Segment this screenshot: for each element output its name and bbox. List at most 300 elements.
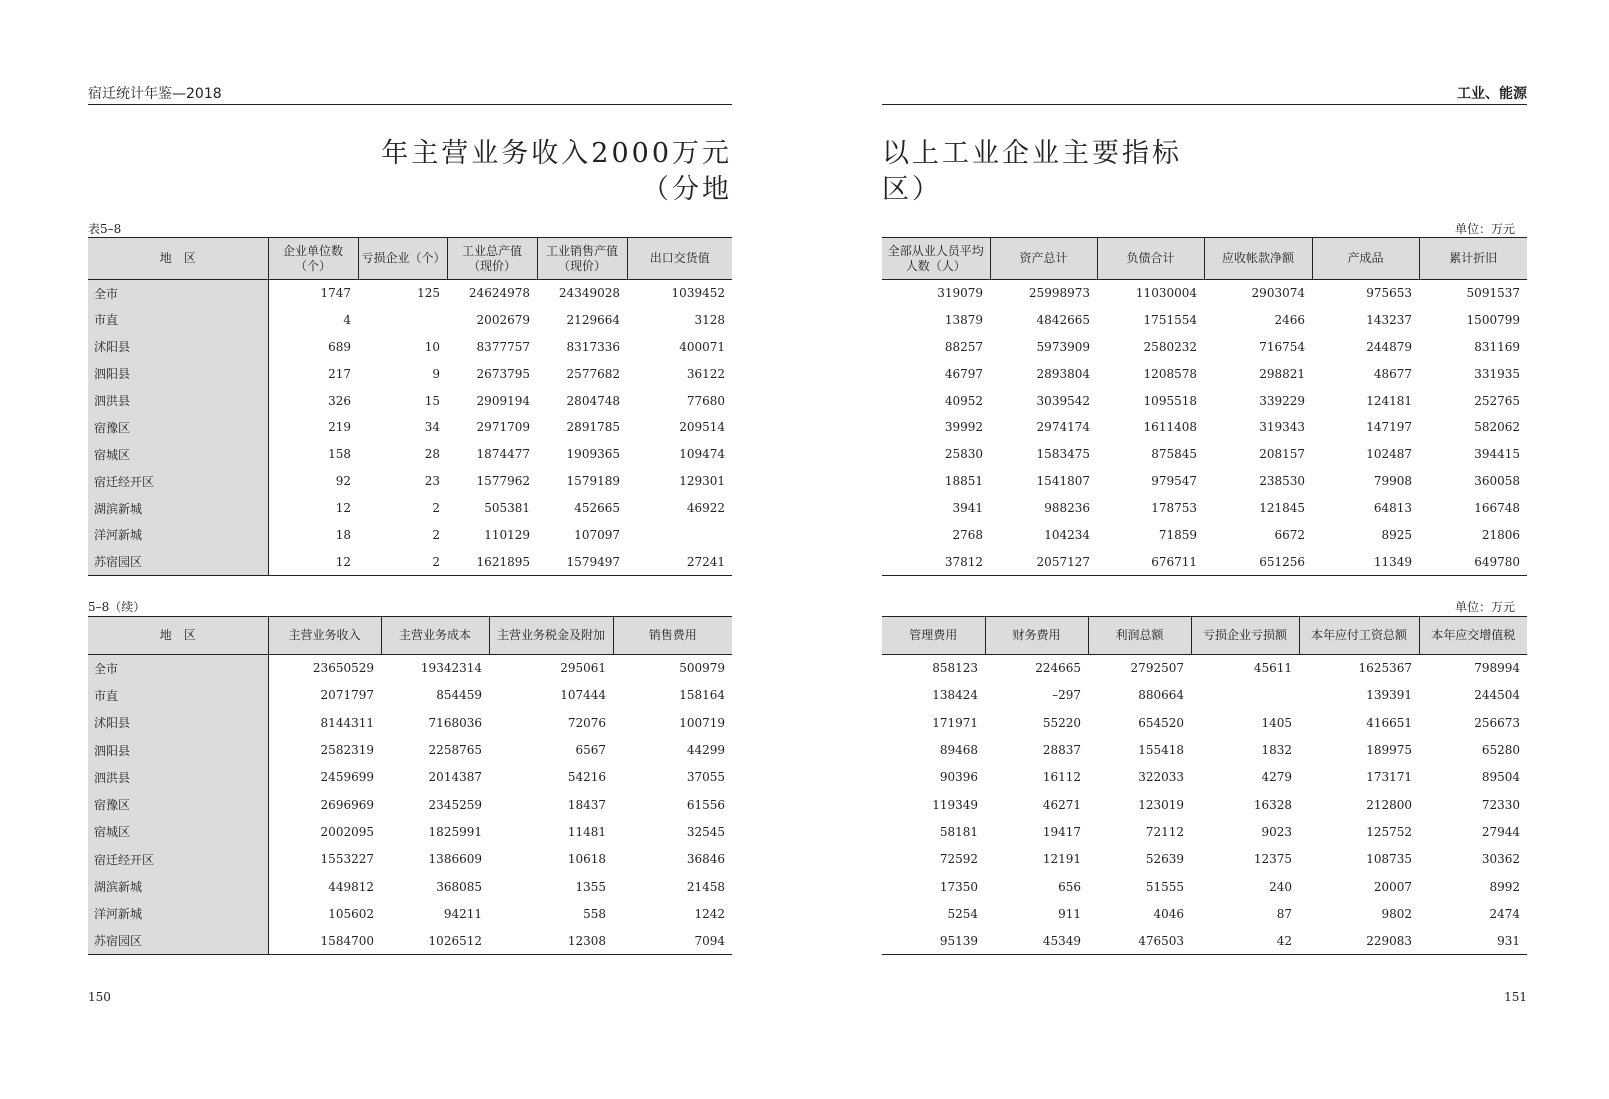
table-header-row [88,617,732,655]
value-cell: 212800 [1366,797,1412,812]
value-cell: 1405 [1261,715,1292,730]
value-cell: 4 [343,312,351,327]
value-cell: 2893804 [1036,366,1090,381]
value-cell: 6672 [1274,527,1305,542]
value-cell: 158 [328,447,351,462]
page-title-right [882,136,1527,208]
value-cell: 331935 [1474,366,1520,381]
value-cell: 1825991 [428,824,482,839]
value-cell: 189975 [1366,743,1412,758]
region-cell: 泗洪县 [88,764,268,791]
value-cell: 178753 [1151,501,1197,516]
value-cell: 229083 [1366,933,1412,948]
value-cell: 18851 [944,474,983,489]
value-cell: 368085 [436,879,482,894]
table-row [88,682,732,709]
column-header: 主营业务收入 [268,617,381,655]
value-cell: 9802 [1381,906,1412,921]
value-cell: 2909194 [476,393,530,408]
value-cell: 100719 [679,715,725,730]
value-cell: 2129664 [566,312,620,327]
value-cell: 244504 [1474,688,1520,703]
table-row [882,441,1527,468]
value-cell: 339229 [1259,393,1305,408]
value-cell: 1553227 [320,852,374,867]
value-cell: 4842665 [1036,312,1090,327]
value-cell: 28837 [1042,743,1081,758]
value-cell: 77680 [686,393,725,408]
value-cell: 11481 [567,824,606,839]
value-cell: 326 [328,393,351,408]
value-cell: 2673795 [476,366,530,381]
value-cell: 2345259 [428,797,482,812]
region-cell: 泗阳县 [88,736,268,763]
value-cell: 25830 [944,447,983,462]
value-cell: 500979 [679,661,725,676]
value-cell: 2 [432,554,440,569]
value-cell: 2974174 [1036,420,1090,435]
value-cell: 1611408 [1143,420,1197,435]
value-cell: 20007 [1373,879,1412,894]
value-cell: 931 [1497,933,1520,948]
value-cell: 252765 [1474,393,1520,408]
table-row [88,900,732,927]
value-cell: 1583475 [1036,447,1090,462]
value-cell: 11030004 [1135,286,1197,301]
value-cell: 1242 [694,906,725,921]
table-row [882,927,1527,954]
table-row [88,414,732,441]
region-cell: 泗洪县 [88,387,268,414]
value-cell: 48677 [1373,366,1412,381]
value-cell: 2459699 [320,770,374,785]
value-cell: 2002679 [476,312,530,327]
region-cell: 全市 [88,655,268,682]
value-cell: 2 [432,501,440,516]
table-row [882,548,1527,575]
table-row [882,682,1527,709]
value-cell: 121845 [1259,501,1305,516]
value-cell: 10618 [567,852,606,867]
value-cell: 3941 [952,501,983,516]
value-cell: 5254 [947,906,978,921]
value-cell: 558 [583,906,606,921]
value-cell: 1625367 [1358,661,1412,676]
value-cell: 654520 [1138,715,1184,730]
table-5-8-continued-left [88,616,732,955]
value-cell: 1832 [1261,743,1292,758]
value-cell: 139391 [1366,688,1412,703]
column-header: 销售费用 [613,617,732,655]
value-cell: 58181 [939,824,978,839]
value-cell: 90396 [939,770,978,785]
table-row [882,495,1527,522]
value-cell: 2768 [952,527,983,542]
value-cell: 45349 [1042,933,1081,948]
value-cell: 831169 [1474,339,1520,354]
table-header-row [88,238,732,280]
value-cell: 18 [335,527,351,542]
value-cell: 4046 [1153,906,1184,921]
value-cell: 15 [424,393,440,408]
value-cell: 171971 [932,715,978,730]
column-header: 企业单位数（个） [268,238,358,280]
value-cell: 158164 [679,688,725,703]
value-cell: 360058 [1474,474,1520,489]
region-cell: 泗阳县 [88,360,268,387]
value-cell: 8992 [1489,879,1520,894]
table-5-8-left [88,237,732,576]
table-row [88,306,732,333]
value-cell: 8925 [1381,527,1412,542]
value-cell: 854459 [436,688,482,703]
value-cell: 676711 [1151,554,1197,569]
page-number-left: 150 [88,990,111,1004]
value-cell: 21806 [1481,527,1520,542]
value-cell: 10 [424,339,440,354]
unit-label: 单位：万元 [1454,222,1515,236]
table-row [882,764,1527,791]
value-cell: 911 [1058,906,1081,921]
table-row [88,709,732,736]
column-header: 主营业务税金及附加 [489,617,613,655]
value-cell: 3039542 [1036,393,1090,408]
value-cell: 25998973 [1028,286,1090,301]
value-cell: 65280 [1481,743,1520,758]
value-cell: 46271 [1042,797,1081,812]
value-cell: 129301 [679,474,725,489]
value-cell: 16112 [1042,770,1081,785]
value-cell: 36122 [686,366,725,381]
region-cell: 沭阳县 [88,333,268,360]
value-cell: 123019 [1138,797,1184,812]
value-cell: 476503 [1138,933,1184,948]
value-cell: 1095518 [1143,393,1197,408]
table-row [88,846,732,873]
value-cell: 42 [1276,933,1292,948]
value-cell: 110129 [484,527,530,542]
value-cell: 143237 [1366,312,1412,327]
column-header: 地 区 [88,238,268,280]
value-cell: 19417 [1042,824,1081,839]
table-row [88,441,732,468]
value-cell: 505381 [484,501,530,516]
table-row [88,927,732,954]
value-cell: 319079 [937,286,983,301]
value-cell: 6567 [575,743,606,758]
value-cell: 2580232 [1143,339,1197,354]
value-cell: 2474 [1489,906,1520,921]
value-cell: 2696969 [320,797,374,812]
value-cell: 219 [328,420,351,435]
value-cell: 8144311 [320,715,374,730]
value-cell: 1579189 [566,474,620,489]
value-cell: 55220 [1042,715,1081,730]
value-cell: 125 [417,286,440,301]
value-cell: 2 [432,527,440,542]
column-header: 管理费用 [882,617,985,655]
table-row [882,709,1527,736]
value-cell: 209514 [679,420,725,435]
table-row [88,280,732,307]
value-cell: 988236 [1044,501,1090,516]
value-cell: 649780 [1474,554,1520,569]
value-cell: 1039452 [671,286,725,301]
value-cell: 7168036 [428,715,482,730]
value-cell: 12191 [1042,852,1081,867]
right-page [882,0,1527,1099]
column-header: 全部从业人员平均人数（人） [882,238,990,280]
value-cell: 36846 [686,852,725,867]
unit-label: 单位：万元 [1454,600,1515,614]
value-cell: 4279 [1261,770,1292,785]
column-header: 亏损企业亏损额 [1191,617,1299,655]
table-row [88,387,732,414]
value-cell: 1747 [320,286,351,301]
table-5-8-continued-right [882,616,1527,955]
value-cell: 798994 [1474,661,1520,676]
value-cell: 24624978 [468,286,530,301]
column-header: 工业销售产值（现价） [537,238,627,280]
value-cell [1191,682,1299,709]
table-row [88,873,732,900]
table-body [882,280,1527,576]
region-cell: 湖滨新城 [88,495,268,522]
value-cell: 34 [424,420,440,435]
value-cell: 1577962 [476,474,530,489]
table-row [882,414,1527,441]
table-row [88,522,732,549]
value-cell: 124181 [1366,393,1412,408]
table-5-8-right [882,237,1527,576]
value-cell: 1208578 [1143,366,1197,381]
value-cell: 9023 [1261,824,1292,839]
table-row [882,736,1527,763]
value-cell: 2002095 [320,824,374,839]
table-row [88,548,732,575]
value-cell: 1751554 [1143,312,1197,327]
value-cell: 238530 [1259,474,1305,489]
value-cell: 2891785 [566,420,620,435]
table-row [882,873,1527,900]
column-header: 本年应付工资总额 [1299,617,1419,655]
column-header: 工业总产值（现价） [447,238,537,280]
value-cell: 39992 [944,420,983,435]
value-cell: 72112 [1145,824,1184,839]
value-cell: 64813 [1373,501,1412,516]
value-cell: 656 [1058,879,1081,894]
region-cell: 宿豫区 [88,791,268,818]
region-cell: 苏宿园区 [88,927,268,954]
value-cell: 2792507 [1130,661,1184,676]
column-header: 地 区 [88,617,268,655]
value-cell: 2071797 [320,688,374,703]
region-cell: 宿迁经开区 [88,468,268,495]
value-cell: 9 [432,366,440,381]
table-row [88,333,732,360]
value-cell: 12 [335,554,351,569]
value-cell: 2057127 [1036,554,1090,569]
value-cell: 5973909 [1036,339,1090,354]
value-cell: 2804748 [566,393,620,408]
table-row [88,791,732,818]
region-cell: 市直 [88,682,268,709]
table-body [882,655,1527,955]
value-cell: 240 [1269,879,1292,894]
region-cell: 沭阳县 [88,709,268,736]
value-cell: 32545 [686,824,725,839]
column-header: 利润总额 [1088,617,1191,655]
value-cell: 108735 [1366,852,1412,867]
value-cell: 979547 [1151,474,1197,489]
table-row [882,387,1527,414]
table-row [88,736,732,763]
column-header: 应收帐款净额 [1204,238,1312,280]
value-cell: 1621895 [476,554,530,569]
table-row [882,280,1527,307]
value-cell: 8377757 [476,339,530,354]
value-cell: 51555 [1145,879,1184,894]
value-cell: 54216 [567,770,606,785]
value-cell: 107097 [574,527,620,542]
value-cell: 12375 [1253,852,1292,867]
value-cell: 61556 [686,797,725,812]
value-cell: 1579497 [566,554,620,569]
value-cell: 400071 [679,339,725,354]
table-row [88,818,732,845]
value-cell: 27944 [1481,824,1520,839]
value-cell: 1500799 [1466,312,1520,327]
value-cell: 1355 [575,879,606,894]
value-cell: 37055 [686,770,725,785]
region-cell: 宿迁经开区 [88,846,268,873]
value-cell: 46922 [686,501,725,516]
value-cell: 105602 [328,906,374,921]
column-header: 累计折旧 [1419,238,1527,280]
table-row [882,900,1527,927]
value-cell: 21458 [686,879,725,894]
value-cell: 138424 [932,688,978,703]
table-row [88,468,732,495]
value-cell [627,522,732,549]
region-cell: 洋河新城 [88,900,268,927]
value-cell: 1584700 [320,933,374,948]
table-header-row [882,238,1527,280]
value-cell: 452665 [574,501,620,516]
title-line-2: 区） [882,174,942,205]
value-cell: 155418 [1138,743,1184,758]
value-cell: 71859 [1158,527,1197,542]
value-cell: 16328 [1253,797,1292,812]
value-cell: 102487 [1366,447,1412,462]
value-cell: 1541807 [1036,474,1090,489]
value-cell: 3128 [694,312,725,327]
table-body [88,655,732,955]
table-row [882,655,1527,682]
value-cell: 2582319 [320,743,374,758]
table-row [88,764,732,791]
value-cell: 19342314 [420,661,482,676]
value-cell: 8317336 [566,339,620,354]
value-cell: 582062 [1474,420,1520,435]
value-cell: 394415 [1474,447,1520,462]
table-row [88,495,732,522]
title-line-2: （分地 [642,174,732,205]
value-cell: 322033 [1138,770,1184,785]
region-cell: 宿豫区 [88,414,268,441]
value-cell: 224665 [1035,661,1081,676]
table-row [882,522,1527,549]
column-header: 负债合计 [1097,238,1204,280]
value-cell: –297 [1052,688,1081,703]
value-cell: 23650529 [312,661,374,676]
column-header: 亏损企业（个） [358,238,447,280]
running-head-right: 工业、能源 [882,84,1527,105]
value-cell: 166748 [1474,501,1520,516]
value-cell: 716754 [1259,339,1305,354]
table-header-row [882,617,1527,655]
value-cell: 5091537 [1466,286,1520,301]
value-cell: 2971709 [476,420,530,435]
value-cell: 2466 [1274,312,1305,327]
value-cell: 11349 [1373,554,1412,569]
value-cell: 30362 [1481,852,1520,867]
value-cell: 2014387 [428,770,482,785]
column-header: 产成品 [1312,238,1419,280]
value-cell: 256673 [1474,715,1520,730]
value-cell: 87 [1276,906,1292,921]
region-cell: 市直 [88,306,268,333]
value-cell: 244879 [1366,339,1412,354]
column-header: 主营业务成本 [381,617,489,655]
value-cell: 875845 [1151,447,1197,462]
region-cell: 宿城区 [88,441,268,468]
value-cell: 2258765 [428,743,482,758]
column-header: 出口交货值 [627,238,732,280]
value-cell: 1386609 [428,852,482,867]
table-row [882,306,1527,333]
value-cell: 72592 [939,852,978,867]
value-cell: 13879 [944,312,983,327]
value-cell: 92 [335,474,351,489]
column-header: 财务费用 [985,617,1088,655]
value-cell: 173171 [1366,770,1412,785]
value-cell: 40952 [944,393,983,408]
value-cell: 95139 [939,933,978,948]
value-cell: 44299 [686,743,725,758]
value-cell: 37812 [944,554,983,569]
region-cell: 湖滨新城 [88,873,268,900]
value-cell: 689 [328,339,351,354]
value-cell: 104234 [1044,527,1090,542]
value-cell: 319343 [1259,420,1305,435]
table-body [88,280,732,576]
value-cell: 72076 [567,715,606,730]
value-cell: 147197 [1366,420,1412,435]
region-cell: 苏宿园区 [88,548,268,575]
value-cell: 651256 [1259,554,1305,569]
value-cell: 295061 [560,661,606,676]
value-cell: 72330 [1481,797,1520,812]
value-cell: 880664 [1138,688,1184,703]
value-cell: 23 [424,474,440,489]
value-cell: 975653 [1366,286,1412,301]
value-cell: 17350 [939,879,978,894]
region-cell: 洋河新城 [88,522,268,549]
value-cell: 416651 [1366,715,1412,730]
value-cell: 1909365 [566,447,620,462]
value-cell: 107444 [560,688,606,703]
